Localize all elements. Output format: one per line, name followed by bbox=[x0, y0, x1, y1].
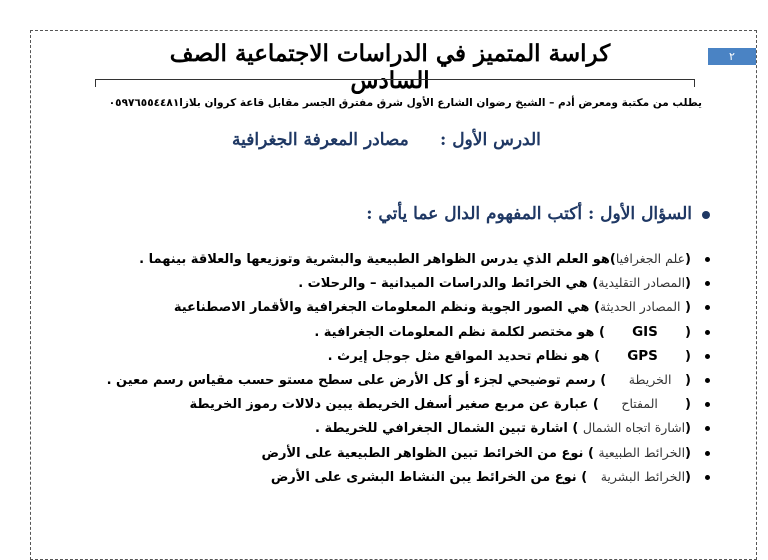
question-text: السؤال الأول : أكتب المفهوم الدال عما يأتي : bbox=[366, 204, 692, 224]
term: GPS bbox=[627, 347, 658, 364]
definition: هي الخرائط والدراسات الميدانية – والرحلات . bbox=[298, 276, 588, 292]
term: الخرائط الطبيعية bbox=[598, 444, 686, 460]
list-item: ( المصادر الحديثة) هي الصور الجوية ونظم المعلومات الجغرافية والأقمار الاصطناعية bbox=[90, 295, 710, 319]
lesson-title: مصادر المعرفة الجغرافية bbox=[232, 130, 409, 150]
list-item: (اشارة اتجاه الشمال ) اشارة تبين الشمال الجغرافي للخريطة . bbox=[90, 416, 710, 440]
title-rule bbox=[95, 79, 695, 80]
term: المصادر التقليدية bbox=[598, 275, 686, 291]
term: الخرائط البشرية bbox=[600, 468, 686, 484]
definition: هو مختصر لكلمة نظم المعلومات الجغرافية . bbox=[314, 324, 595, 340]
term: اشارة اتجاه الشمال bbox=[582, 420, 686, 436]
term: الخريطة bbox=[628, 371, 672, 387]
bullet-icon bbox=[705, 257, 710, 262]
list-item: ( الخريطة ) رسم توضيحي لجزء أو كل الأرض على سطح مستو حسب مقياس رسم معين . bbox=[90, 368, 710, 392]
bullet-icon bbox=[705, 305, 710, 310]
page-title: كراسة المتميز في الدراسات الاجتماعية الصف السادس bbox=[169, 40, 611, 94]
term: GIS bbox=[632, 323, 658, 340]
list-item: ( GIS ) هو مختصر لكلمة نظم المعلومات الجغرافية . bbox=[90, 320, 710, 344]
page-number-badge: ٢ bbox=[708, 48, 756, 65]
title-underline bbox=[95, 79, 695, 87]
term: علم الجغرافيا bbox=[615, 251, 686, 266]
bullet-icon bbox=[705, 426, 710, 431]
definition: هو العلم الذي يدرس الظواهر الطبيعية والبشرية وتوزيعها والعلاقة بينهما . bbox=[139, 252, 610, 267]
bullet-icon bbox=[705, 475, 710, 480]
definition: رسم توضيحي لجزء أو كل الأرض على سطح مستو حسب مقياس رسم معين . bbox=[106, 372, 596, 388]
bullet-icon bbox=[702, 211, 710, 219]
question-heading bbox=[360, 204, 710, 224]
list-item: (الخرائط البشرية ) نوع من الخرائط يبن النشاط البشرى على الأرض bbox=[90, 465, 710, 489]
list-item: (الخرائط الطبيعية ) نوع من الخرائط تبين الظواهر الطبيعية على الأرض bbox=[90, 441, 710, 465]
list-item: ( GPS ) هو نظام تحديد المواقع مثل جوجل إيرث . bbox=[90, 344, 710, 368]
definition: نوع من الخرائط تبين الظواهر الطبيعية على الأرض bbox=[261, 445, 584, 461]
bullet-icon bbox=[705, 451, 710, 456]
definition: عبارة عن مربع صغير أسفل الخريطة يبين دلالات رموز الخريطة bbox=[189, 397, 589, 413]
bullet-icon bbox=[705, 330, 710, 335]
term: المفتاح bbox=[621, 396, 658, 412]
list-item: ( المفتاح ) عبارة عن مربع صغير أسفل الخريطة يبين دلالات رموز الخريطة bbox=[90, 392, 710, 416]
bullet-icon bbox=[705, 281, 710, 286]
list-item: (المصادر التقليدية) هي الخرائط والدراسات الميدانية – والرحلات . bbox=[90, 271, 710, 295]
list-item: (علم الجغرافيا)هو العلم الذي يدرس الظواهر الطبيعية والبشرية وتوزيعها والعلاقة بينهما . bbox=[90, 247, 710, 271]
bullet-icon bbox=[705, 378, 710, 383]
definition: هي الصور الجوية ونظم المعلومات الجغرافية والأقمار الاصطناعية bbox=[173, 300, 590, 316]
definition: نوع من الخرائط يبن النشاط البشرى على الأرض bbox=[270, 469, 577, 485]
definition: اشارة تبين الشمال الجغرافي للخريطة . bbox=[315, 421, 568, 437]
terms-list bbox=[90, 247, 710, 489]
definition: هو نظام تحديد المواقع مثل جوجل إيرث . bbox=[327, 348, 590, 364]
bullet-icon bbox=[705, 354, 710, 359]
term: المصادر الحديثة bbox=[599, 299, 681, 315]
bullet-icon bbox=[705, 402, 710, 407]
store-address: يطلب من مكتبة ومعرض أدم – الشيخ رضوان الشارع الأول شرق مفترق الجسر مقابل قاعة كروان بلازا٠٥٩٧٦٥٥٤٤٨١ bbox=[108, 97, 702, 109]
lesson-label: الدرس الأول : bbox=[440, 130, 541, 150]
